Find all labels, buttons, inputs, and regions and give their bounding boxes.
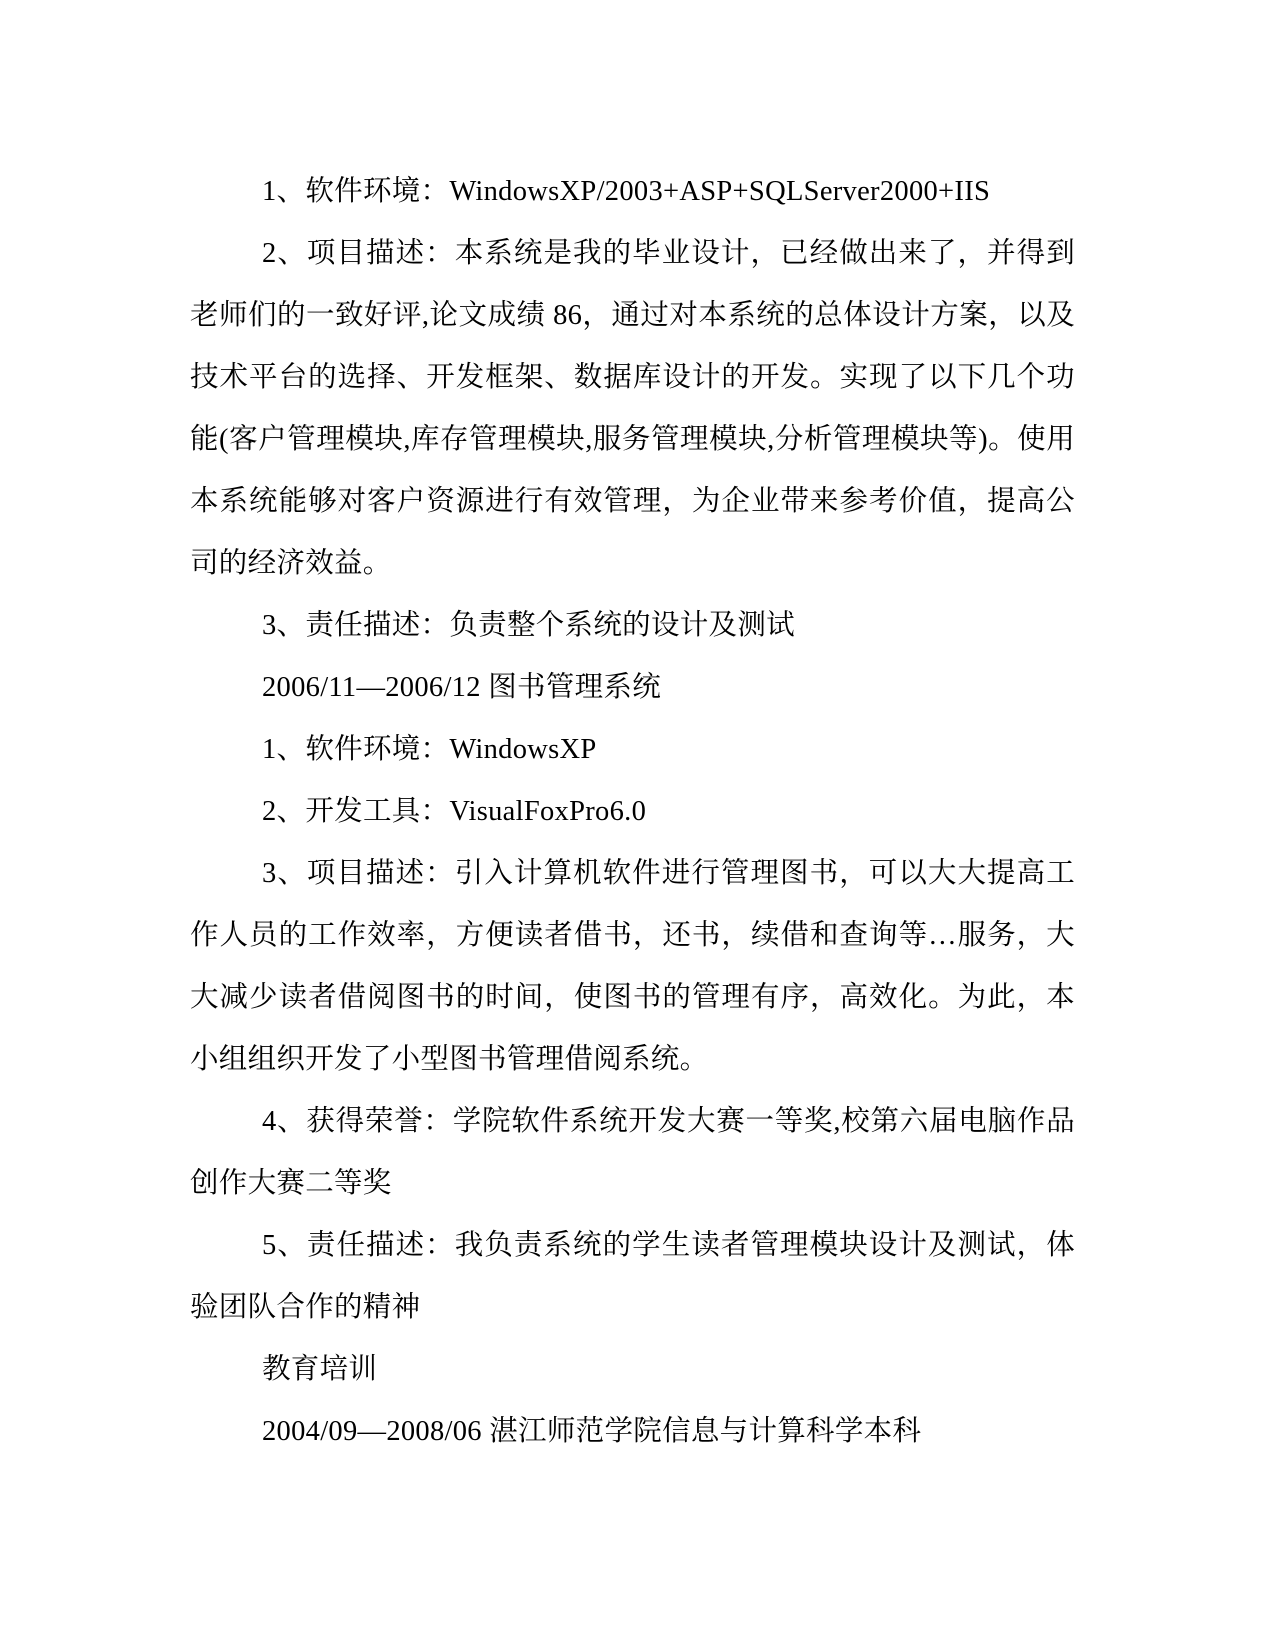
document-line: 2、开发工具：VisualFoxPro6.0	[262, 796, 647, 827]
document-line: 1、软件环境：WindowsXP	[262, 734, 597, 765]
document-line: 3、责任描述：负责整个系统的设计及测试	[262, 610, 795, 641]
document-line: 司的经济效益。	[190, 548, 392, 579]
document-line: 创作大赛二等奖	[190, 1168, 392, 1199]
document-line: 大减少读者借阅图书的时间，使图书的管理有序，高效化。为此，本	[190, 982, 1075, 1013]
document-line: 技术平台的选择、开发框架、数据库设计的开发。实现了以下几个功	[190, 362, 1075, 393]
resume-text-block	[190, 161, 1075, 1463]
document-line: 本系统能够对客户资源进行有效管理，为企业带来参考价值，提高公	[190, 486, 1075, 517]
document-line: 作人员的工作效率，方便读者借书，还书，续借和查询等…服务，大	[190, 920, 1075, 951]
document-line: 2004/09—2008/06 湛江师范学院信息与计算科学本科	[262, 1416, 922, 1447]
document-line: 老师们的一致好评,论文成绩 86，通过对本系统的总体设计方案，以及	[190, 300, 1075, 331]
document-line: 2、项目描述：本系统是我的毕业设计，已经做出来了，并得到	[262, 238, 1075, 269]
document-line: 4、获得荣誉：学院软件系统开发大赛一等奖,校第六届电脑作品	[262, 1106, 1075, 1137]
document-line: 小组组织开发了小型图书管理借阅系统。	[190, 1044, 709, 1075]
document-line: 能(客户管理模块,库存管理模块,服务管理模块,分析管理模块等)。使用	[190, 424, 1075, 455]
document-line: 1、软件环境：WindowsXP/2003+ASP+SQLServer2000+IIS	[262, 176, 991, 207]
document-line: 2006/11—2006/12 图书管理系统	[262, 672, 662, 703]
document-line: 教育培训	[262, 1354, 378, 1385]
document-line: 3、项目描述：引入计算机软件进行管理图书，可以大大提高工	[262, 858, 1075, 889]
document-line: 验团队合作的精神	[190, 1292, 421, 1323]
document-line: 5、责任描述：我负责系统的学生读者管理模块设计及测试，体	[262, 1230, 1075, 1261]
